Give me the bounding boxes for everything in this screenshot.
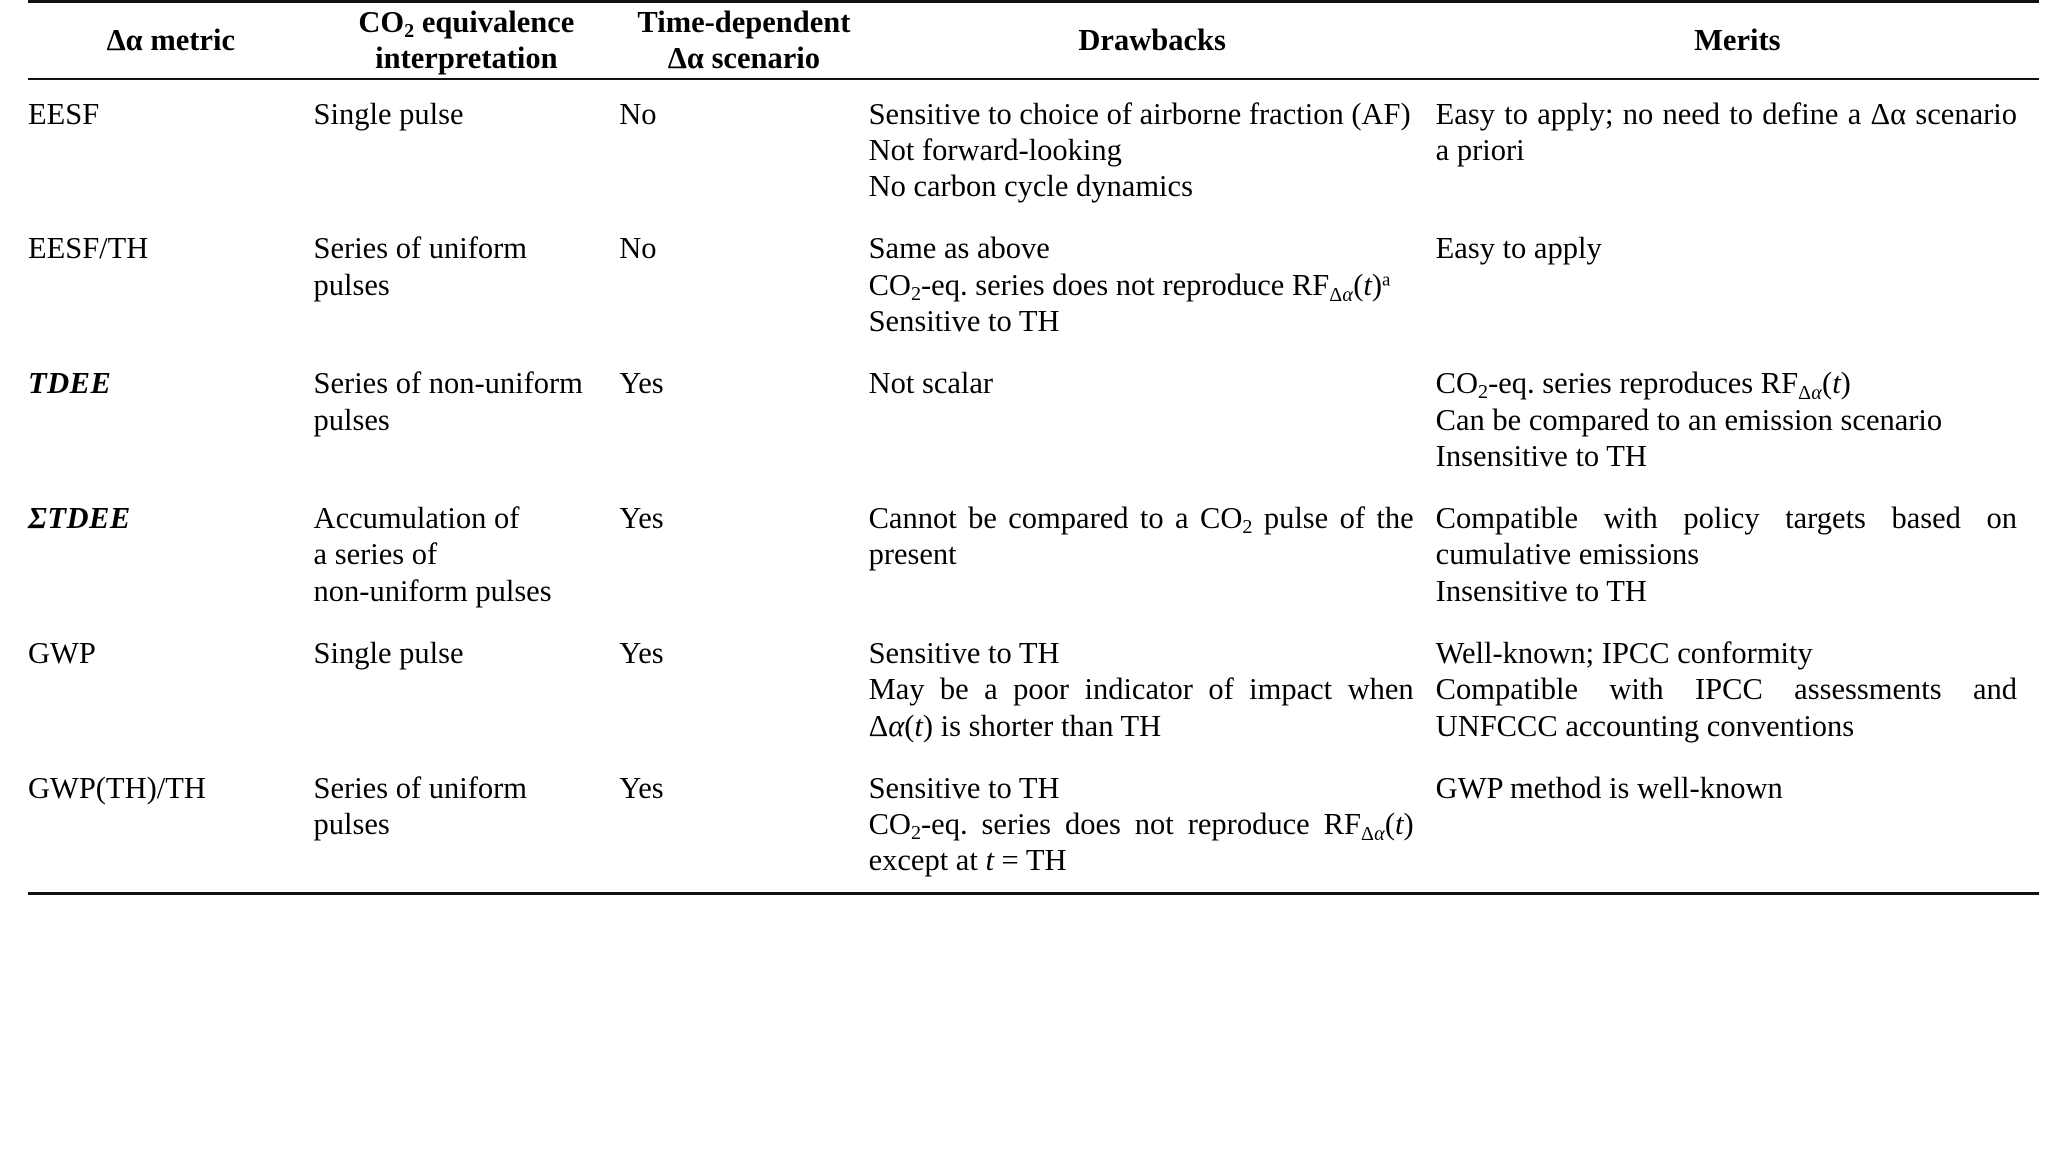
scenario-value: No (619, 96, 657, 131)
column-header-interpretation (314, 3, 620, 79)
cell-scenario (619, 757, 868, 893)
metric-label: TDEE (28, 366, 112, 401)
metric-label: EESF/TH (28, 231, 149, 266)
metric-label: GWP (28, 635, 96, 670)
drawback-item: No carbon cycle dynamics (868, 169, 1193, 204)
merit-item: Can be compared to an emission scenario (1435, 402, 1943, 437)
cell-merits (1436, 217, 2039, 352)
drawback-item: Not forward-looking (868, 132, 1122, 167)
cell-merits (1436, 80, 2039, 218)
cell-interpretation (314, 352, 620, 487)
column-header-drawbacks-label: Drawbacks (1078, 23, 1226, 58)
cell-metric (28, 217, 314, 352)
cell-metric (28, 622, 314, 757)
drawback-item: Sensitive to choice of airborne fraction (AF) (868, 96, 1411, 131)
table-header-row (28, 3, 2039, 79)
drawback-item: Not scalar (868, 366, 994, 401)
cell-scenario (619, 80, 868, 218)
cell-interpretation (314, 622, 620, 757)
merit-item: Easy to apply (1435, 231, 1602, 266)
cell-interpretation (314, 487, 620, 622)
column-header-merits-label: Merits (1694, 23, 1781, 58)
cell-metric (28, 487, 314, 622)
merit-item: Insensitive to TH (1435, 573, 1647, 608)
cell-scenario (619, 217, 868, 352)
cell-scenario (619, 487, 868, 622)
drawback-item: Sensitive to TH (868, 635, 1060, 670)
scenario-value: Yes (619, 501, 664, 536)
merit-item: Compatible with IPCC assessments and UNFCCC accounting conventions (1435, 672, 2017, 743)
cell-merits (1436, 352, 2039, 487)
column-header-scenario (619, 3, 868, 79)
cell-scenario (619, 352, 868, 487)
merit-item: $CO_2-eq$. series reproduces RFΔα(t) (1435, 366, 1851, 405)
cell-merits (1436, 622, 2039, 757)
table-row (28, 352, 2039, 487)
interpretation-line: pulses (313, 267, 390, 302)
drawback-item: $CO_2-eq$. series does not reproduce RFΔα(t) except at t = TH (868, 807, 1414, 878)
column-header-scenario-line1: Time-dependent (637, 5, 851, 39)
interpretation-line: pulses (313, 807, 390, 842)
cell-scenario (619, 622, 868, 757)
cell-metric (28, 80, 314, 218)
cell-merits (1436, 757, 2039, 893)
column-header-scenario-line2: Δα scenario (667, 41, 820, 76)
scenario-value: No (619, 231, 657, 266)
merit-item: Compatible with policy targets based on cumulative emissions (1435, 501, 2017, 572)
column-header-interpretation-line2: interpretation (375, 41, 558, 76)
cell-metric (28, 757, 314, 893)
cell-interpretation (314, 757, 620, 893)
merit-item: GWP method is well-known (1435, 770, 1783, 805)
interpretation-line: a series of (313, 537, 438, 572)
drawback-item: Cannot be compared to a $CO_2$ pulse of the present (868, 501, 1414, 572)
cell-interpretation (314, 80, 620, 218)
cell-drawbacks (869, 757, 1436, 893)
merit-item: Insensitive to TH (1435, 438, 1647, 473)
table-row (28, 217, 2039, 352)
cell-metric (28, 352, 314, 487)
cell-merits (1436, 487, 2039, 622)
interpretation-line: non-uniform pulses (313, 573, 552, 608)
cell-drawbacks (869, 622, 1436, 757)
cell-drawbacks (869, 352, 1436, 487)
column-header-interpretation-line1: $CO_2$ equivalence (358, 5, 575, 43)
table-row (28, 80, 2039, 218)
cell-drawbacks (869, 217, 1436, 352)
cell-interpretation (314, 217, 620, 352)
metric-label: ΣTDEE (28, 501, 131, 536)
table-bottom-rule (28, 893, 2039, 895)
interpretation-line: Series of uniform (313, 231, 528, 266)
cell-drawbacks (869, 487, 1436, 622)
column-header-metric (28, 3, 314, 79)
scenario-value: Yes (619, 770, 664, 805)
column-header-drawbacks (869, 3, 1436, 79)
table-row (28, 622, 2039, 757)
interpretation-line: Accumulation of (313, 501, 520, 536)
drawback-item: Same as above (868, 231, 1050, 266)
interpretation-line: Single pulse (313, 635, 464, 670)
column-header-merits (1436, 3, 2039, 79)
drawback-item: Sensitive to TH (868, 770, 1060, 805)
metric-comparison-table (28, 0, 2039, 895)
table-row (28, 757, 2039, 893)
merit-item: Easy to apply; no need to define a Δα scenario a priori (1435, 96, 2017, 167)
scenario-value: Yes (619, 635, 664, 670)
drawback-item: $CO_2-eq$. series does not reproduce $RF\Delta\alpha(t)^a$ (868, 267, 1391, 306)
interpretation-line: pulses (313, 402, 390, 437)
table-row (28, 487, 2039, 622)
cell-drawbacks (869, 80, 1436, 218)
metric-label: EESF (28, 96, 100, 131)
interpretation-line: Series of uniform (313, 770, 528, 805)
merit-item: Well-known; IPCC conformity (1435, 635, 1813, 670)
drawback-item: May be a poor indicator of impact when Δα(t) is shorter than TH (868, 672, 1414, 743)
metric-label: GWP(TH)/TH (28, 770, 206, 805)
interpretation-line: Single pulse (313, 96, 464, 131)
scenario-value: Yes (619, 366, 664, 401)
column-header-metric-label: Δα metric (106, 23, 235, 58)
interpretation-line: Series of non-uniform (313, 366, 583, 401)
drawback-item: Sensitive to TH (868, 303, 1060, 338)
